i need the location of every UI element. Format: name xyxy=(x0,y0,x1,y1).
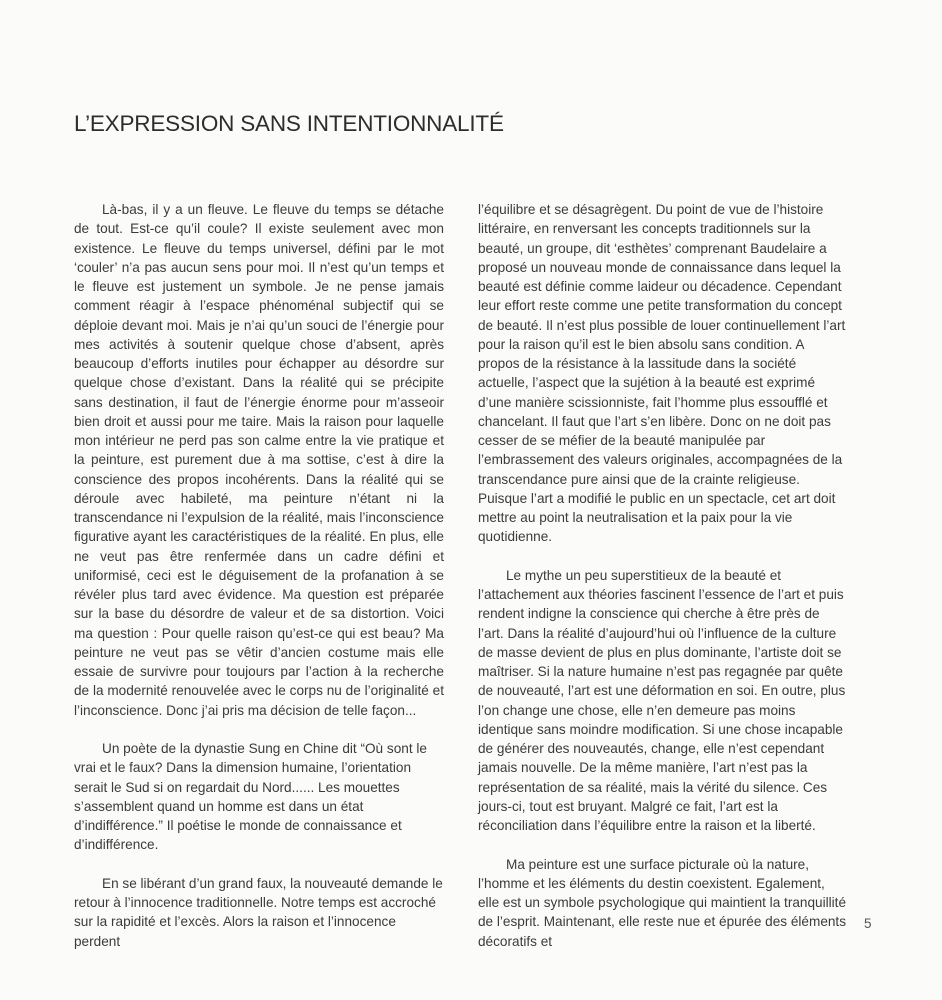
right-column xyxy=(478,200,848,970)
paragraph: Là-bas, il y a un fleuve. Le fleuve du temps se détache de tout. Est-ce qu’il coule? Il existe seulement avec mon existence. Le fleuve du temps universel, défini par le mot ‘couler’ n’a pas aucun sens pour moi. Il n’est qu’un temps et le fleuve est justement un symbole. Je ne pense jamais comment réagir à l’espace phénoménal subjectif qui se déploie devant moi. Mais je n’ai qu’un souci de l’énergie pour mes activités à soutenir quelque chose d’absent, après beaucoup d’efforts inutiles pour échapper au désordre sur quelque chose d’existant. Dans la réalité qui se précipite sans destination, il faut de l’énergie énorme pour m’asseoir bien droit et aussi pour me taire. Mais la raison pour laquelle mon intérieur ne perd pas son calme entre la vie pratique et la peinture, est purement due à ma sottise, c’est à dire la conscience des propos incohérents. Dans la réalité qui se déroule avec habileté, ma peinture n’étant ni la transcendance ni l’expulsion de la réalité, mais l’inconscience figurative ayant les caractéristiques de la réalité. En plus, elle ne veut pas être renfermée dans un cadre défini et uniformisé, ceci est le déguisement de la profanation à se révéler plus tard avec évidence. Ma question est préparée sur la base du désordre de valeur et de sa distortion. Voici ma question : Pour quelle raison qu’est-ce qui est beau? Ma peinture ne veut pas se vêtir d’ancien costume mais elle essaie de survivre pour toujours par l’action à la recherche de la modernité renouvelée avec le corps nu de l’originalité et l’inconscience. Donc j’ai pris ma décision de telle façon... xyxy=(74,202,444,718)
paragraph: l’équilibre et se désagrègent. Du point de vue de l’histoire littéraire, en renversant les concepts traditionnels sur la beauté, un groupe, dit ‘esthètes’ comprenant Baudelaire a proposé un nouveau monde de connaissance dans lequel la beauté est définie comme laideur ou décadence. Cependant leur effort reste comme une petite transformation du concept de beauté. Il n’est plus possible de louer continuellement l’art pour la raison qu’il est le bien absolu sans condition. A propos de la résistance à la lassitude dans la société actuelle, l’aspect que la sujétion à la beauté est exprimé d’une manière scissionniste, fait l’homme plus essoufflé et chancelant. Il faut que l’art s’en libère. Donc on ne doit pas cesser de se méfier de la beauté manipulée par l’embrassement des valeurs originales, accompagnées de la transcendance pure ainsi que de la crainte religieuse. Puisque l’art a modifié le public en un spectacle, cet art doit mettre au point la neutralisation et la paix pour la vie quotidienne. xyxy=(478,202,846,545)
paragraph: Ma peinture est une surface picturale où la nature, l’homme et les éléments du destin coexistent. Egalement, elle est un symbole psychologique qui maintient la tranquillité de l’esprit. Maintenant, elle reste nue et épurée des éléments décoratifs et xyxy=(478,856,847,949)
paragraph: En se libérant d’un grand faux, la nouveauté demande le retour à l’innocence traditionnelle. Notre temps est accroché sur la rapidité et l’excès. Alors la raison et l’innocence perdent xyxy=(74,875,443,949)
page-title: L’EXPRESSION SANS INTENTIONNALITÉ xyxy=(74,111,504,136)
page-number: 5 xyxy=(864,916,872,931)
paragraph: Un poète de la dynastie Sung en Chine dit “Où sont le vrai et le faux? Dans la dimension humaine, l’orientation serait le Sud si on regardait du Nord...... Les mouettes s’assemblent quand un homme est dans un état d’indifférence.” Il poétise le monde de connaissance et d’indifférence. xyxy=(74,741,427,853)
paragraph: Le mythe un peu superstitieux de la beauté et l’attachement aux théories fascinent l’essence de l’art et puis rendent indigne la conscience qui cherche à être près de l’art. Dans la réalité d’aujourd’hui où l’influence de la culture de masse devient de plus en plus dominante, l’artiste doit se maîtriser. Si la nature humaine n’est pas regagnée par quête de nouveauté, l’art est une déformation en soi. En outre, plus l’on change une chose, elle n’en demeure pas moins identique sans moindre modification. Si une chose incapable de générer des nouveautés, change, elle n’est cependant jamais nouvelle. De la même manière, l’art n’est pas la représentation de sa réalité, mais la vérité du silence. Ces jours-ci, tout est bruyant. Malgré ce fait, l’art est la réconciliation dans l’équilibre entre la raison et la liberté. xyxy=(478,567,846,833)
left-column xyxy=(74,200,444,970)
